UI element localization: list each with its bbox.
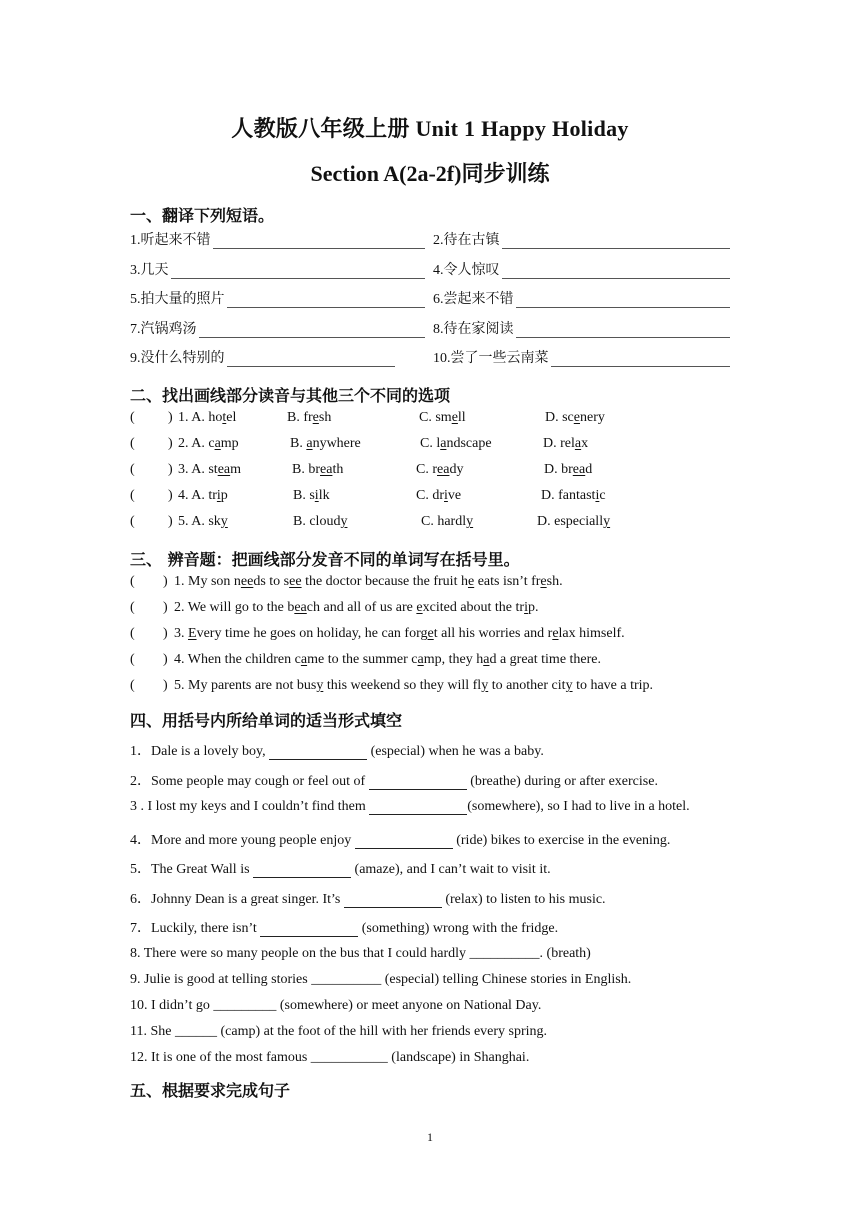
item-text: 3 . I lost my keys and I couldn’t find them (130, 799, 370, 814)
phrase-item (130, 259, 425, 279)
option-b (290, 436, 361, 452)
underlined-letters: y (481, 678, 489, 693)
underlined-letters: a (440, 436, 447, 451)
sentence-text: 3. (174, 626, 188, 641)
item-text: 2．Some people may cough or feel out of (130, 774, 369, 789)
underlined-letters: e (552, 626, 559, 641)
phrase-item (130, 288, 425, 308)
fill-item (130, 917, 730, 937)
option-text: B. cloud (293, 514, 341, 529)
fill-item: 12. It is one of the most famous ___________ (landscape) in Shanghai. (130, 1050, 530, 1065)
sentence-text: eats isn’t fr (474, 574, 541, 589)
sentence-text: ch and all of us are (306, 600, 417, 615)
phrase-label: 4.令人惊叹 (433, 263, 500, 278)
answer-line[interactable] (227, 293, 426, 308)
phrase-item (433, 288, 730, 308)
option-text: ( (130, 514, 135, 529)
sentence-text: mp, they h (423, 652, 484, 667)
sentence-text: 1. My son n (174, 574, 241, 589)
option-text: lk (318, 488, 330, 503)
item-text: (ride) bikes to exercise in the evening. (452, 833, 671, 848)
option-text: ) (168, 462, 173, 477)
phrase-item (433, 229, 730, 249)
answer-paren-open (130, 410, 135, 426)
section-3-heading: 三、 辨音题：把画线部分发音不同的单词写在括号里。 (130, 550, 520, 569)
answer-blank[interactable] (260, 922, 358, 937)
option-text: 5. A. sk (178, 514, 221, 529)
option-text: ( (130, 410, 135, 425)
answer-paren-close: ) (163, 678, 168, 693)
phrase-item (433, 259, 730, 279)
answer-paren-open: ( (130, 574, 135, 589)
underlined-letters: a (483, 652, 490, 667)
option-text: C. hardl (421, 514, 467, 529)
option-text: C. l (420, 436, 441, 451)
option-text: th (332, 462, 344, 477)
underlined-letters: y (220, 514, 228, 529)
option-text: B. s (293, 488, 315, 503)
sentence-text: to another cit (488, 678, 566, 693)
answer-blank[interactable] (253, 863, 351, 878)
underlined-letters: a (300, 652, 308, 667)
option-text: 4. A. tr (178, 488, 217, 503)
sentence-text: sh. (546, 574, 563, 589)
underlined-letters: a (417, 652, 424, 667)
underlined-letters: ea (294, 600, 307, 615)
phrase-item (130, 318, 425, 338)
item-text: (relax) to listen to his music. (441, 892, 606, 907)
option-text: ve (447, 488, 462, 503)
option-text: dy (449, 462, 464, 477)
option-d (541, 488, 606, 504)
option-c (420, 436, 492, 452)
option-text: ll (457, 410, 466, 425)
sentence (174, 626, 625, 642)
fill-item (130, 888, 730, 908)
phrase-label: 1.听起来不错 (130, 233, 211, 248)
option-d (545, 410, 605, 426)
answer-paren-close: ) (163, 626, 168, 641)
answer-line[interactable] (227, 352, 396, 367)
option-text: ) (168, 410, 173, 425)
option-text: m (230, 462, 242, 477)
option-a (178, 514, 228, 530)
answer-paren-open (130, 514, 135, 530)
answer-paren-close: ) (163, 600, 168, 615)
answer-line[interactable] (516, 323, 731, 338)
option-text: C. dr (416, 488, 444, 503)
answer-paren-close (168, 410, 173, 426)
sentence-text: 2. We will go to the b (174, 600, 295, 615)
option-text: p (220, 488, 228, 503)
underlined-letters: i (595, 488, 600, 503)
option-text: C. sm (419, 410, 452, 425)
option-text: c (599, 488, 606, 503)
underlined-letters: a (214, 436, 221, 451)
answer-paren-open (130, 462, 135, 478)
answer-blank[interactable] (355, 834, 453, 849)
section-1-heading: 一、翻译下列短语。 (130, 206, 275, 225)
underlined-letters: e (416, 600, 423, 615)
underlined-letters: i (314, 488, 319, 503)
option-text: B. (290, 436, 307, 451)
phrase-label: 5.拍大量的照片 (130, 292, 225, 307)
answer-line[interactable] (551, 352, 731, 367)
answer-paren-close (168, 436, 173, 452)
fill-item (130, 799, 730, 815)
underlined-letters: E (188, 626, 197, 641)
item-text: (especial) when he was a baby. (367, 744, 544, 759)
underlined-letters: e (540, 574, 547, 589)
underlined-letters: ea (437, 462, 450, 477)
option-text: sh (318, 410, 332, 425)
answer-paren-close (168, 488, 173, 504)
phrase-label: 2.待在古镇 (433, 233, 500, 248)
option-text: ndscape (446, 436, 492, 451)
underlined-letters: a (574, 436, 582, 451)
item-text: (amaze), and I can’t wait to visit it. (351, 862, 551, 877)
sentence (174, 652, 601, 668)
option-text: D. rel (543, 436, 575, 451)
item-text: 5．The Great Wall is (130, 862, 254, 877)
item-text: (breathe) during or after exercise. (466, 774, 658, 789)
sentence-text: 5. My parents are not bus (174, 678, 317, 693)
sentence-text: me to the summer c (307, 652, 418, 667)
option-a (178, 436, 239, 452)
underlined-letters: ea (572, 462, 586, 477)
sentence-text: very time he goes on holiday, he can forg (196, 626, 428, 641)
sentence (174, 600, 538, 616)
option-d (544, 462, 592, 478)
item-text: 6．Johnny Dean is a great singer. It’s (130, 892, 344, 907)
sentence-text: ds to s (253, 574, 290, 589)
fill-item: 10. I didn’t go _________ (somewhere) or meet anyone on National Day. (130, 998, 542, 1013)
underlined-letters: ee (240, 574, 254, 589)
option-text: B. fr (287, 410, 313, 425)
option-text: 2. A. c (178, 436, 215, 451)
section-2-heading: 二、找出画线部分读音与其他三个不同的选项 (130, 386, 451, 405)
phrase-item (130, 347, 395, 367)
phrase-item (433, 347, 730, 367)
sentence-text: d a great time there. (489, 652, 602, 667)
answer-line[interactable] (171, 264, 426, 279)
answer-paren-close: ) (163, 652, 168, 667)
underlined-letters: e (573, 410, 580, 425)
option-c (416, 488, 461, 504)
option-text: nery (580, 410, 605, 425)
option-text: ( (130, 488, 135, 503)
underlined-letters: e (427, 626, 434, 641)
answer-blank[interactable] (344, 893, 442, 908)
sentence-text: this weekend so they will fl (323, 678, 482, 693)
sentence-text: the doctor because the fruit h (301, 574, 468, 589)
option-text: el (226, 410, 237, 425)
item-text: (something) wrong with the fridge. (358, 921, 559, 936)
page-number: 1 (427, 1130, 433, 1144)
option-text: D. br (544, 462, 573, 477)
option-text: 3. A. st (178, 462, 218, 477)
option-c (419, 410, 466, 426)
section-5-heading: 五、根据要求完成句子 (130, 1081, 291, 1100)
answer-paren-close (168, 462, 173, 478)
underlined-letters: e (312, 410, 319, 425)
underlined-letters: t (222, 410, 227, 425)
item-text: 4．More and more young people enjoy (130, 833, 355, 848)
fill-item: 11. She ______ (camp) at the foot of the hill with her friends every spring. (130, 1024, 548, 1039)
answer-paren-close: ) (163, 574, 168, 589)
fill-item: 8. There were so many people on the bus that I could hardly __________. (breath) (130, 946, 591, 961)
fill-item: 9. Julie is good at telling stories __________ (especial) telling Chinese stories in English. (130, 972, 632, 987)
answer-paren-open: ( (130, 600, 135, 615)
underlined-letters: i (216, 488, 221, 503)
phrase-item (130, 229, 425, 249)
option-b (292, 462, 343, 478)
phrase-label: 7.汽锅鸡汤 (130, 322, 197, 337)
answer-line[interactable] (502, 234, 731, 249)
answer-line[interactable] (502, 264, 731, 279)
phrase-label: 9.没什么特别的 (130, 351, 225, 366)
option-d (537, 514, 610, 530)
option-text: ( (130, 436, 135, 451)
underlined-letters: e (467, 574, 475, 589)
option-b (287, 410, 331, 426)
option-c (416, 462, 463, 478)
sentence (174, 574, 563, 590)
option-text: mp (220, 436, 239, 451)
answer-paren-open (130, 488, 135, 504)
answer-blank[interactable] (369, 800, 467, 815)
option-text: ) (168, 488, 173, 503)
underlined-letters: ee (289, 574, 302, 589)
underlined-letters: i (444, 488, 448, 503)
option-b (293, 488, 330, 504)
item-text: 7．Luckily, there isn’t (130, 921, 261, 936)
sentence (174, 678, 653, 694)
phrase-item (433, 318, 730, 338)
answer-paren-open: ( (130, 626, 135, 641)
answer-paren-open (130, 436, 135, 452)
phrase-label: 3.几天 (130, 263, 169, 278)
underlined-letters: y (603, 514, 611, 529)
answer-line[interactable] (516, 293, 731, 308)
title-line-2: Section A(2a-2f)同步训练 (310, 161, 550, 186)
option-text: 1. A. ho (178, 410, 223, 425)
underlined-letters: e (451, 410, 458, 425)
fill-item (130, 740, 730, 760)
option-a (178, 410, 236, 426)
option-c (421, 514, 473, 530)
phrase-label: 8.待在家阅读 (433, 322, 514, 337)
option-text: ( (130, 462, 135, 477)
sentence-text: to have a trip. (572, 678, 654, 693)
answer-paren-close (168, 514, 173, 530)
option-text: C. r (416, 462, 437, 477)
sentence-text: lax himself. (558, 626, 625, 641)
underlined-letters: y (565, 678, 573, 693)
option-text: B. br (292, 462, 320, 477)
item-text: 1．Dale is a lovely boy, (130, 744, 270, 759)
option-text: ) (168, 436, 173, 451)
fill-item (130, 770, 730, 790)
underlined-letters: ea (320, 462, 333, 477)
option-text: ) (168, 514, 173, 529)
option-text: D. fantast (541, 488, 596, 503)
underlined-letters: a (306, 436, 313, 451)
answer-blank[interactable] (269, 745, 367, 760)
sentence-text: p. (527, 600, 539, 615)
underlined-letters: y (466, 514, 474, 529)
option-text: x (581, 436, 589, 451)
fill-item (130, 858, 730, 878)
answer-line[interactable] (199, 323, 426, 338)
option-text: D. sc (545, 410, 574, 425)
answer-paren-open: ( (130, 678, 135, 693)
fill-item (130, 829, 730, 849)
phrase-label: 10.尝了一些云南菜 (433, 351, 549, 366)
underlined-letters: ea (217, 462, 231, 477)
sentence-text: xcited about the tr (422, 600, 525, 615)
title-line-1: 人教版八年级上册 Unit 1 Happy Holiday (231, 116, 629, 141)
option-b (293, 514, 347, 530)
sentence-text: t all his worries and r (433, 626, 553, 641)
answer-blank[interactable] (369, 775, 467, 790)
section-4-heading: 四、用括号内所给单词的适当形式填空 (130, 711, 403, 730)
option-d (543, 436, 588, 452)
underlined-letters: y (340, 514, 348, 529)
answer-line[interactable] (213, 234, 426, 249)
option-text: d (585, 462, 593, 477)
phrase-label: 6.尝起来不错 (433, 292, 514, 307)
underlined-letters: i (524, 600, 528, 615)
option-text: D. especiall (537, 514, 604, 529)
option-a (178, 462, 241, 478)
item-text: (somewhere), so I had to live in a hotel. (467, 799, 690, 814)
answer-paren-open: ( (130, 652, 135, 667)
option-text: nywhere (312, 436, 361, 451)
option-a (178, 488, 228, 504)
underlined-letters: y (316, 678, 324, 693)
sentence-text: 4. When the children c (174, 652, 301, 667)
